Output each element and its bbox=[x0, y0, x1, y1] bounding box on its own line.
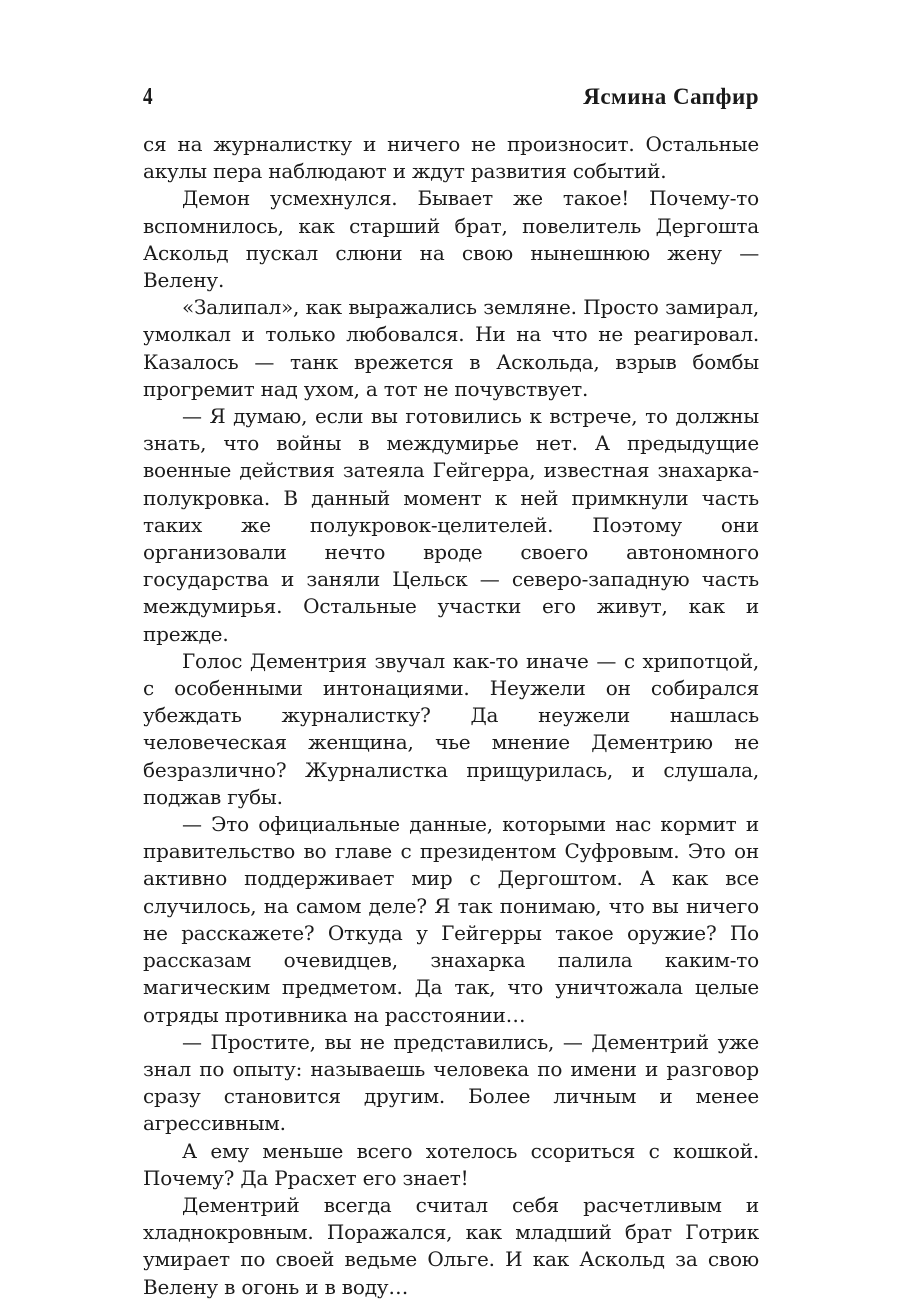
paragraph-9: Дементрий всегда считал себя расчетливым и хладнокровным. Поражался, как младший брат Готрик умирает по своей ведьме Ольге. И как Аскольд за свою Велену в огонь и в воду… bbox=[143, 1192, 759, 1299]
paragraph-4: — Я думаю, если вы готовились к встрече, то должны знать, что войны в междумирье нет. А предыдущие военные действия затеяла Гейгерра, известная знахарка-полукровка. В данный момент к ней примкнули часть таких же полукровок-целителей. Поэтому они организовали нечто вроде своего автономного государства и заняли Цельск — северо-западную часть междумирья. Остальные участки его живут, как и прежде. bbox=[143, 404, 759, 646]
page-number: 4 bbox=[143, 84, 153, 110]
paragraph-7: — Простите, вы не представились, — Дементрий уже знал по опыту: называешь человека по имени и разговор сразу становится другим. Более личным и менее агрессивным. bbox=[143, 1029, 759, 1136]
page-header bbox=[143, 84, 759, 116]
paragraph-8: А ему меньше всего хотелось ссориться с кошкой. Почему? Да Ррасхет его знает! bbox=[143, 1138, 759, 1190]
paragraph-2: Демон усмехнулся. Бывает же такое! Почему-то вспомнилось, как старший брат, повелитель Дергошта Аскольд пускал слюни на свою нынешнюю жену — Велену. bbox=[143, 186, 759, 293]
paragraph-5: Голос Дементрия звучал как-то иначе — с хрипотцой, с особенными интонациями. Неужели он собирался убеждать журналистку? Да неужели нашлась человеческая женщина, чье мнение Дементрию не безразлично? Журналистка прищурилась, и слушала, поджав губы. bbox=[143, 648, 759, 809]
paragraph-6: — Это официальные данные, которыми нас кормит и правительство во главе с президентом Суфровым. Это он активно поддерживает мир с Дергоштом. А как все случилось, на самом деле? Я так понимаю, что вы ничего не расскажете? Откуда у Гейгерры такое оружие? По рассказам очевидцев, знахарка палила каким-то магическим предметом. Да так, что уничтожала целые отряды противника на расстоянии… bbox=[143, 812, 759, 1027]
running-head-author: Ясмина Сапфир bbox=[583, 84, 759, 109]
paragraph-1: ся на журналистку и ничего не произносит. Остальные акулы пера наблюдают и ждут развития событий. bbox=[143, 132, 759, 184]
paragraph-3: «Залипал», как выражались земляне. Просто замирал, умолкал и только любовался. Ни на что не реагировал. Казалось — танк врежется в Аскольда, взрыв бомбы прогремит над ухом, а тот не почувствует. bbox=[143, 295, 759, 401]
body-text bbox=[143, 131, 759, 1301]
